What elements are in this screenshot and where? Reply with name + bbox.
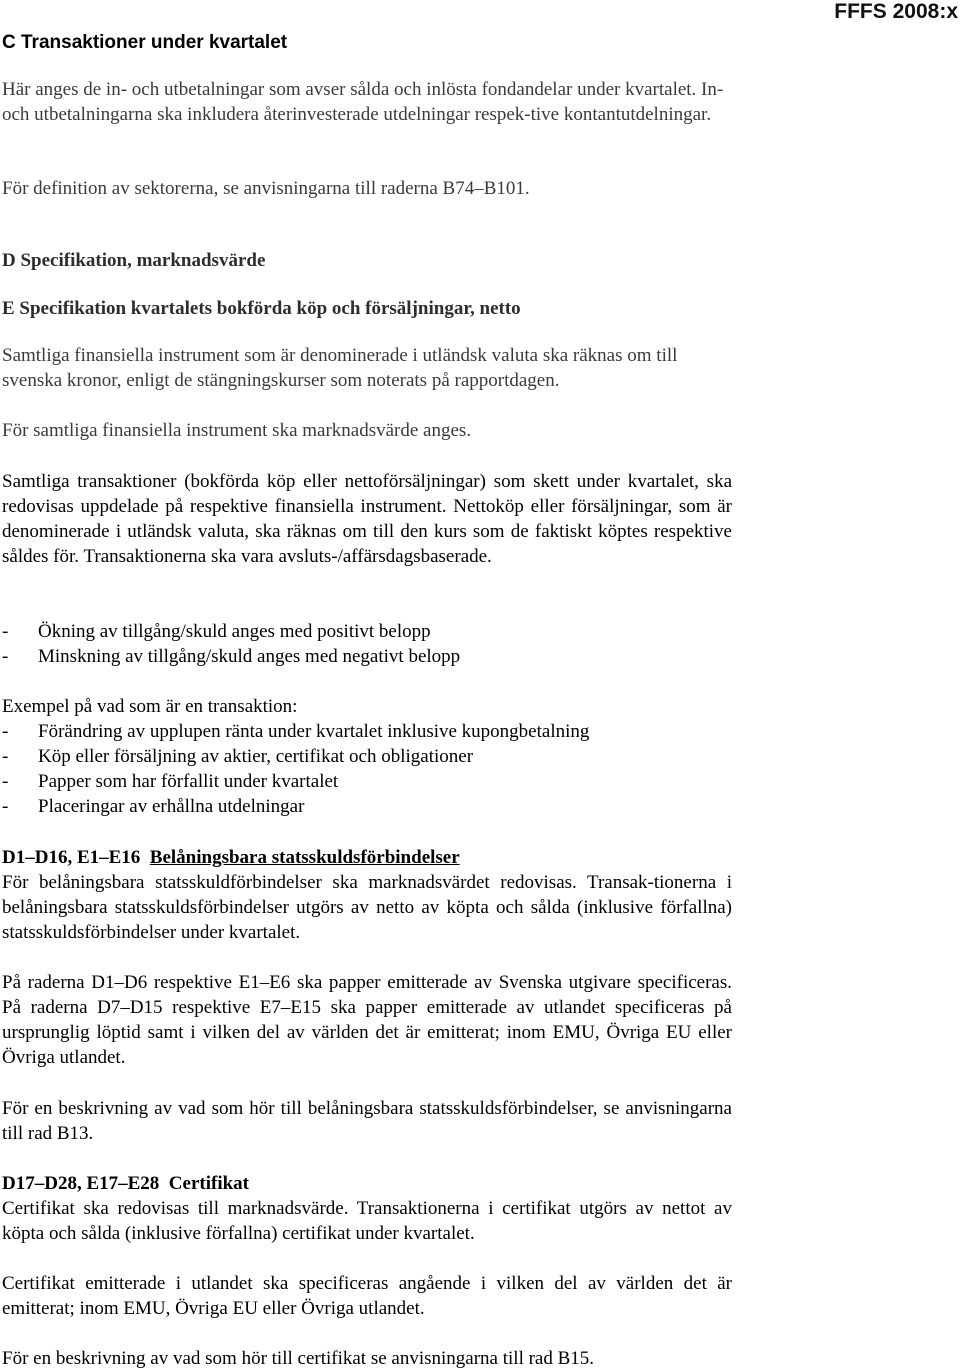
document-code: FFFS 2008:x — [834, 0, 958, 23]
list-item-text: Minskning av tillgång/skuld anges med negativt belopp — [38, 646, 461, 667]
section-c-paragraph-2: För definition av sektorerna, se anvisningarna till raderna B74–B101. — [2, 178, 530, 199]
example-block — [2, 694, 940, 819]
dash-marker: - — [2, 796, 9, 817]
list-item — [2, 719, 940, 744]
section-e-title: E Specifikation kvartalets bokförda köp och försäljningar, netto — [2, 298, 521, 319]
dash-marker: - — [2, 646, 9, 667]
dash-marker: - — [2, 771, 9, 792]
section-d17-range: D17–D28, E17–E28 — [2, 1173, 160, 1194]
list-item-text: Köp eller försäljning av aktier, certifikat och obligationer — [38, 746, 474, 767]
dash-marker: - — [2, 721, 9, 742]
section-d17-title: Certifikat — [168, 1173, 249, 1194]
section-d17-heading — [2, 1171, 940, 1196]
section-d1-title: Belåningsbara statsskuldsförbindelser — [149, 847, 460, 868]
dash-marker: - — [2, 746, 9, 767]
section-d1-paragraph-3: För en beskrivning av vad som hör till belåningsbara statsskuldsförbindelser, se anvisningarna till rad B13. — [2, 1098, 732, 1144]
list-item-text: Förändring av upplupen ränta under kvartalet inklusive kupongbetalning — [38, 721, 590, 742]
section-e-paragraph-1: Samtliga finansiella instrument som är denominerade i utländsk valuta ska räknas om till svenska kronor, enligt de stängningskurser som noterats på rapportdagen. — [2, 345, 678, 391]
section-d1-range: D1–D16, E1–E16 — [2, 847, 141, 868]
list-item — [2, 769, 940, 794]
change-bullet-list — [2, 619, 940, 669]
section-d-title: D Specifikation, marknadsvärde — [2, 250, 266, 271]
section-d1-heading — [2, 845, 940, 870]
list-item — [2, 644, 940, 669]
list-item-text: Papper som har förfallit under kvartalet — [38, 771, 339, 792]
section-c-paragraph-1: Här anges de in- och utbetalningar som avser sålda och inlösta fondandelar under kvartalet. In- och utbetalningarna ska inkludera återinvesterade utdelningar respek-tive kontantutdelningar. — [2, 79, 724, 125]
section-d1-paragraph-2: På raderna D1–D6 respektive E1–E6 ska papper emitterade av Svenska utgivare specificeras. På raderna D7–D15 respektive E7–E15 ska papper emitterade av utlandet specificeras på ursprunglig löptid samt i vilken del av världen det är emitterat; inom EMU, Övriga EU eller Övriga utlandet. — [2, 972, 732, 1068]
section-d17-paragraph-1: Certifikat ska redovisas till marknadsvärde. Transaktionerna i certifikat utgörs av nettot av köpta och sålda (inklusive förfallna) certifikat under kvartalet. — [2, 1198, 732, 1244]
list-item-text: Ökning av tillgång/skuld anges med positivt belopp — [38, 621, 431, 642]
section-e-paragraph-2: För samtliga finansiella instrument ska marknadsvärde anges. — [2, 420, 472, 441]
section-c-title: C Transaktioner under kvartalet — [2, 32, 288, 53]
list-item — [2, 744, 940, 769]
section-e-paragraph-3: Samtliga transaktioner (bokförda köp eller nettoförsäljningar) som skett under kvartalet, ska redovisas uppdelade på respektive finansiella instrument. Nettoköp eller försäljningar, som är denominerade i utländsk valuta, ska räknas om till den kurs som de faktiskt köptes respektive såldes för. Transaktionerna ska vara avsluts-/affärsdagsbaserade. — [2, 471, 732, 567]
example-intro: Exempel på vad som är en transaktion: — [2, 696, 298, 717]
section-d1-paragraph-1: För belåningsbara statsskuldförbindelser ska marknadsvärdet redovisas. Transak-tionerna i belåningsbara statsskuldsförbindelser utgörs av netto av köpta och sålda (inklusive förfallna) statsskuldsförbindelser under kvartalet. — [2, 872, 732, 943]
list-item — [2, 794, 940, 819]
list-item-text: Placeringar av erhållna utdelningar — [38, 796, 305, 817]
section-d17-paragraph-2: Certifikat emitterade i utlandet ska specificeras angående i vilken del av världen det är emitterat; inom EMU, Övriga EU eller Övriga utlandet. — [2, 1273, 732, 1319]
list-item — [2, 619, 940, 644]
dash-marker: - — [2, 621, 9, 642]
section-d17-paragraph-3: För en beskrivning av vad som hör till certifikat se anvisningarna till rad B15. — [2, 1348, 595, 1369]
